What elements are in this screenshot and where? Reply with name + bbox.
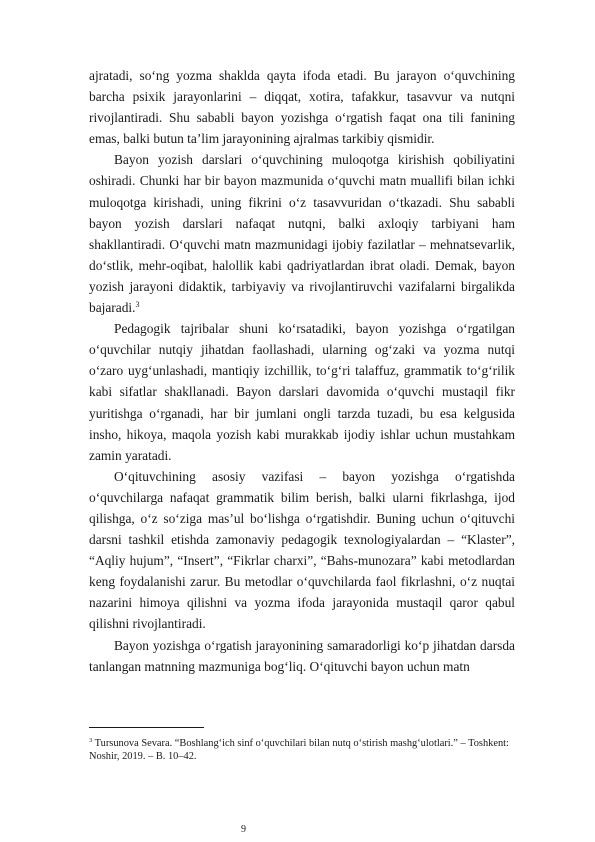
- footnote-number: 3: [89, 737, 93, 744]
- paragraph: O‘qituvchining asosiy vazifasi – bayon yozishga o‘rgatishda o‘quvchilarga nafaqat grammatik bilim berish, balki ularni fikrlashga, ijod qilishga, o‘z so‘ziga mas’ul bo‘lishga o‘rgatishdir. Buning uchun o‘qituvchi darsni tashkil etishda zamonaviy pedagogik texnologiyalardan – “Klaster”, “Aqliy hujum”, “Insert”, “Fikrlar charxi”, “Bahs-munozara” kabi metodlardan keng foydalanishi zarur. Bu metodlar o‘quvchilarda faol fikrlashni, o‘z nuqtai nazarini himoya qilishni va yozma ifoda jarayonida mustaqil qaror qabul qilishni rivojlantiradi.: [89, 468, 515, 632]
- footnote-separator: [89, 727, 204, 728]
- paragraph-text: Bayon yozish darslari o‘quvchining muloqotga kirishish qobiliyatini oshiradi. Chunki har bir bayon mazmunida o‘quvchi matn muallifi bilan ichki muloqotga kirishadi, uning fikrini o‘z tasavvuridan o‘tkazadi. Shu sababli bayon yozish darslari nafaqat nutqni, balki axloqiy tarbiyani ham shakllantiradi. O‘quvchi matn mazmunidagi ijobiy fazilatlar – mehnatsevarlik, do‘stlik, mehr-oqibat, halollik kabi qadriyatlardan ibrat oladi. Demak, bayon yozish jarayoni didaktik, tarbiyaviy va rivojlantiruvchi vazifalarni birgalikda bajaradi.: [89, 152, 515, 316]
- page-number: 9: [241, 824, 246, 835]
- paragraph: ajratadi, so‘ng yozma shaklda qayta ifoda etadi. Bu jarayon o‘quvchining barcha psixik jarayonlarini – diqqat, xotira, tafakkur, tasavvur va nutqni rivojlantiradi. Shu sababli bayon yozishga o‘rgatish faqat ona tili fanining emas, balki butun ta’lim jarayonining ajralmas tarkibiy qismidir.: [89, 68, 515, 147]
- footnote-text: Tursunova Sevara. “Boshlang‘ich sinf o‘quvchilari bilan nutq o‘stirish mashg‘ulotlari.” – Toshkent: Noshir, 2019. – B. 10–42.: [89, 738, 509, 762]
- paragraph: Bayon yozishga o‘rgatish jarayonining samaradorligi ko‘p jihatdan darsda tanlangan matnning mazmuniga bog‘liq. O‘qituvchi bayon uchun matn: [89, 637, 515, 674]
- paragraph: [89, 149, 515, 318]
- footnote-reference[interactable]: 3: [135, 300, 140, 310]
- footnote: [89, 737, 519, 763]
- body-text: [89, 65, 515, 677]
- paragraph: Pedagogik tajribalar shuni ko‘rsatadiki, bayon yozishga o‘rgatilgan o‘quvchilar nutqiy jihatdan faollashadi, ularning og‘zaki va yozma nutqi o‘zaro uyg‘unlashadi, mantiqiy izchillik, to‘g‘ri talaffuz, grammatik to‘g‘rilik kabi sifatlar shakllanadi. Bayon darslari davomida o‘quvchi mustaqil fikr yuritishga o‘rganadi, har bir jumlani ongli tarzda tuzadi, bu esa kelgusida insho, hikoya, maqola yozish kabi murakkab ijodiy ishlar uchun mustahkam zamin yaratadi.: [89, 321, 515, 463]
